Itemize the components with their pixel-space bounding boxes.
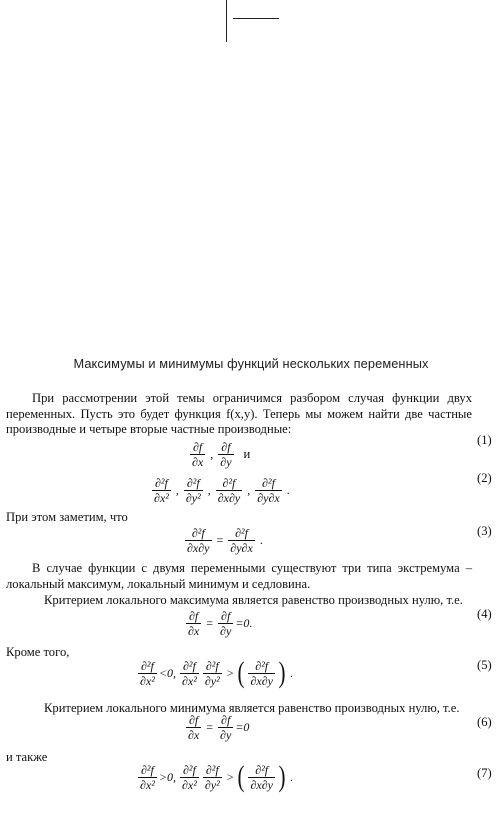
- equation-number-4: (4): [477, 607, 492, 621]
- formula-2: $\frac{\text{∂²f}}{\text{∂x²}}$ , $\frac{\text{∂²f}}{\text{∂y²}}$ , $\frac{\text{∂²f}}{\partial x\partial y}$ , $\frac{\text{∂²f}}{\partial y\partial x}$ .: [154, 476, 290, 505]
- formula-6: $\frac{\partial f}{\partial x}$ = $\frac{\partial f}{\partial y}$ =0: [188, 713, 250, 742]
- note-text: При этом заметим, что: [6, 510, 128, 524]
- equation-number-3: (3): [477, 524, 492, 538]
- equation-number-2: (2): [477, 471, 492, 485]
- equation-number-5: (5): [477, 658, 492, 672]
- max-criterion-paragraph: Критерием локального максимума является равенство производных нулю, т.е.: [44, 593, 463, 607]
- besides-text: Кроме того,: [6, 645, 70, 659]
- formula-4: $\frac{\partial f}{\partial x}$ = $\frac{\partial f}{\partial y}$ =0.: [188, 609, 253, 638]
- equation-number-1: (1): [477, 433, 492, 447]
- formula-7: $\frac{\text{∂²f}}{\text{∂x²}}$ >0, $\frac{\text{∂²f}}{\text{∂x²}}$ $\frac{\text{∂²f}}{\text{∂y²}}$ > ( $\frac{\text{∂²f}}{\partial x\partial y}$ ) .: [140, 760, 293, 793]
- extremum-types-paragraph: В случае функции с двумя переменными существуют три типа экстремума – локальный максимум, локальный минимум и седловина.: [6, 561, 472, 591]
- equation-number-7: (7): [477, 766, 492, 780]
- formula-5: $\frac{\text{∂²f}}{\text{∂x²}}$ <0, $\frac{\text{∂²f}}{\text{∂x²}}$ $\frac{\text{∂²f}}{\text{∂y²}}$ > ( $\frac{\text{∂²f}}{\partial x\partial y}$ ) .: [140, 656, 293, 689]
- section-title: Максимумы и минимумы функций нескольких переменных: [73, 356, 429, 371]
- intro-paragraph: При рассмотрении этой темы ограничимся разбором случая функции двух переменных. Пусть это будет функция f(x,y). Теперь мы можем найти две частные производные и четыре вторые частные производные:: [6, 391, 472, 436]
- min-criterion-paragraph: Критерием локального минимума является равенство производных нулю, т.е.: [44, 701, 460, 715]
- formula-3: $\frac{\text{∂²f}}{\partial x\partial y}$ = $\frac{\text{∂²f}}{\partial y\partial x}$ .: [187, 526, 263, 555]
- also-text: и также: [6, 750, 48, 764]
- equation-number-6: (6): [477, 715, 492, 729]
- page-corner-mark: [226, 0, 279, 42]
- formula-1: $\frac{\partial f}{\partial x}$ , $\frac{\partial f}{\partial y}$ и: [192, 440, 251, 469]
